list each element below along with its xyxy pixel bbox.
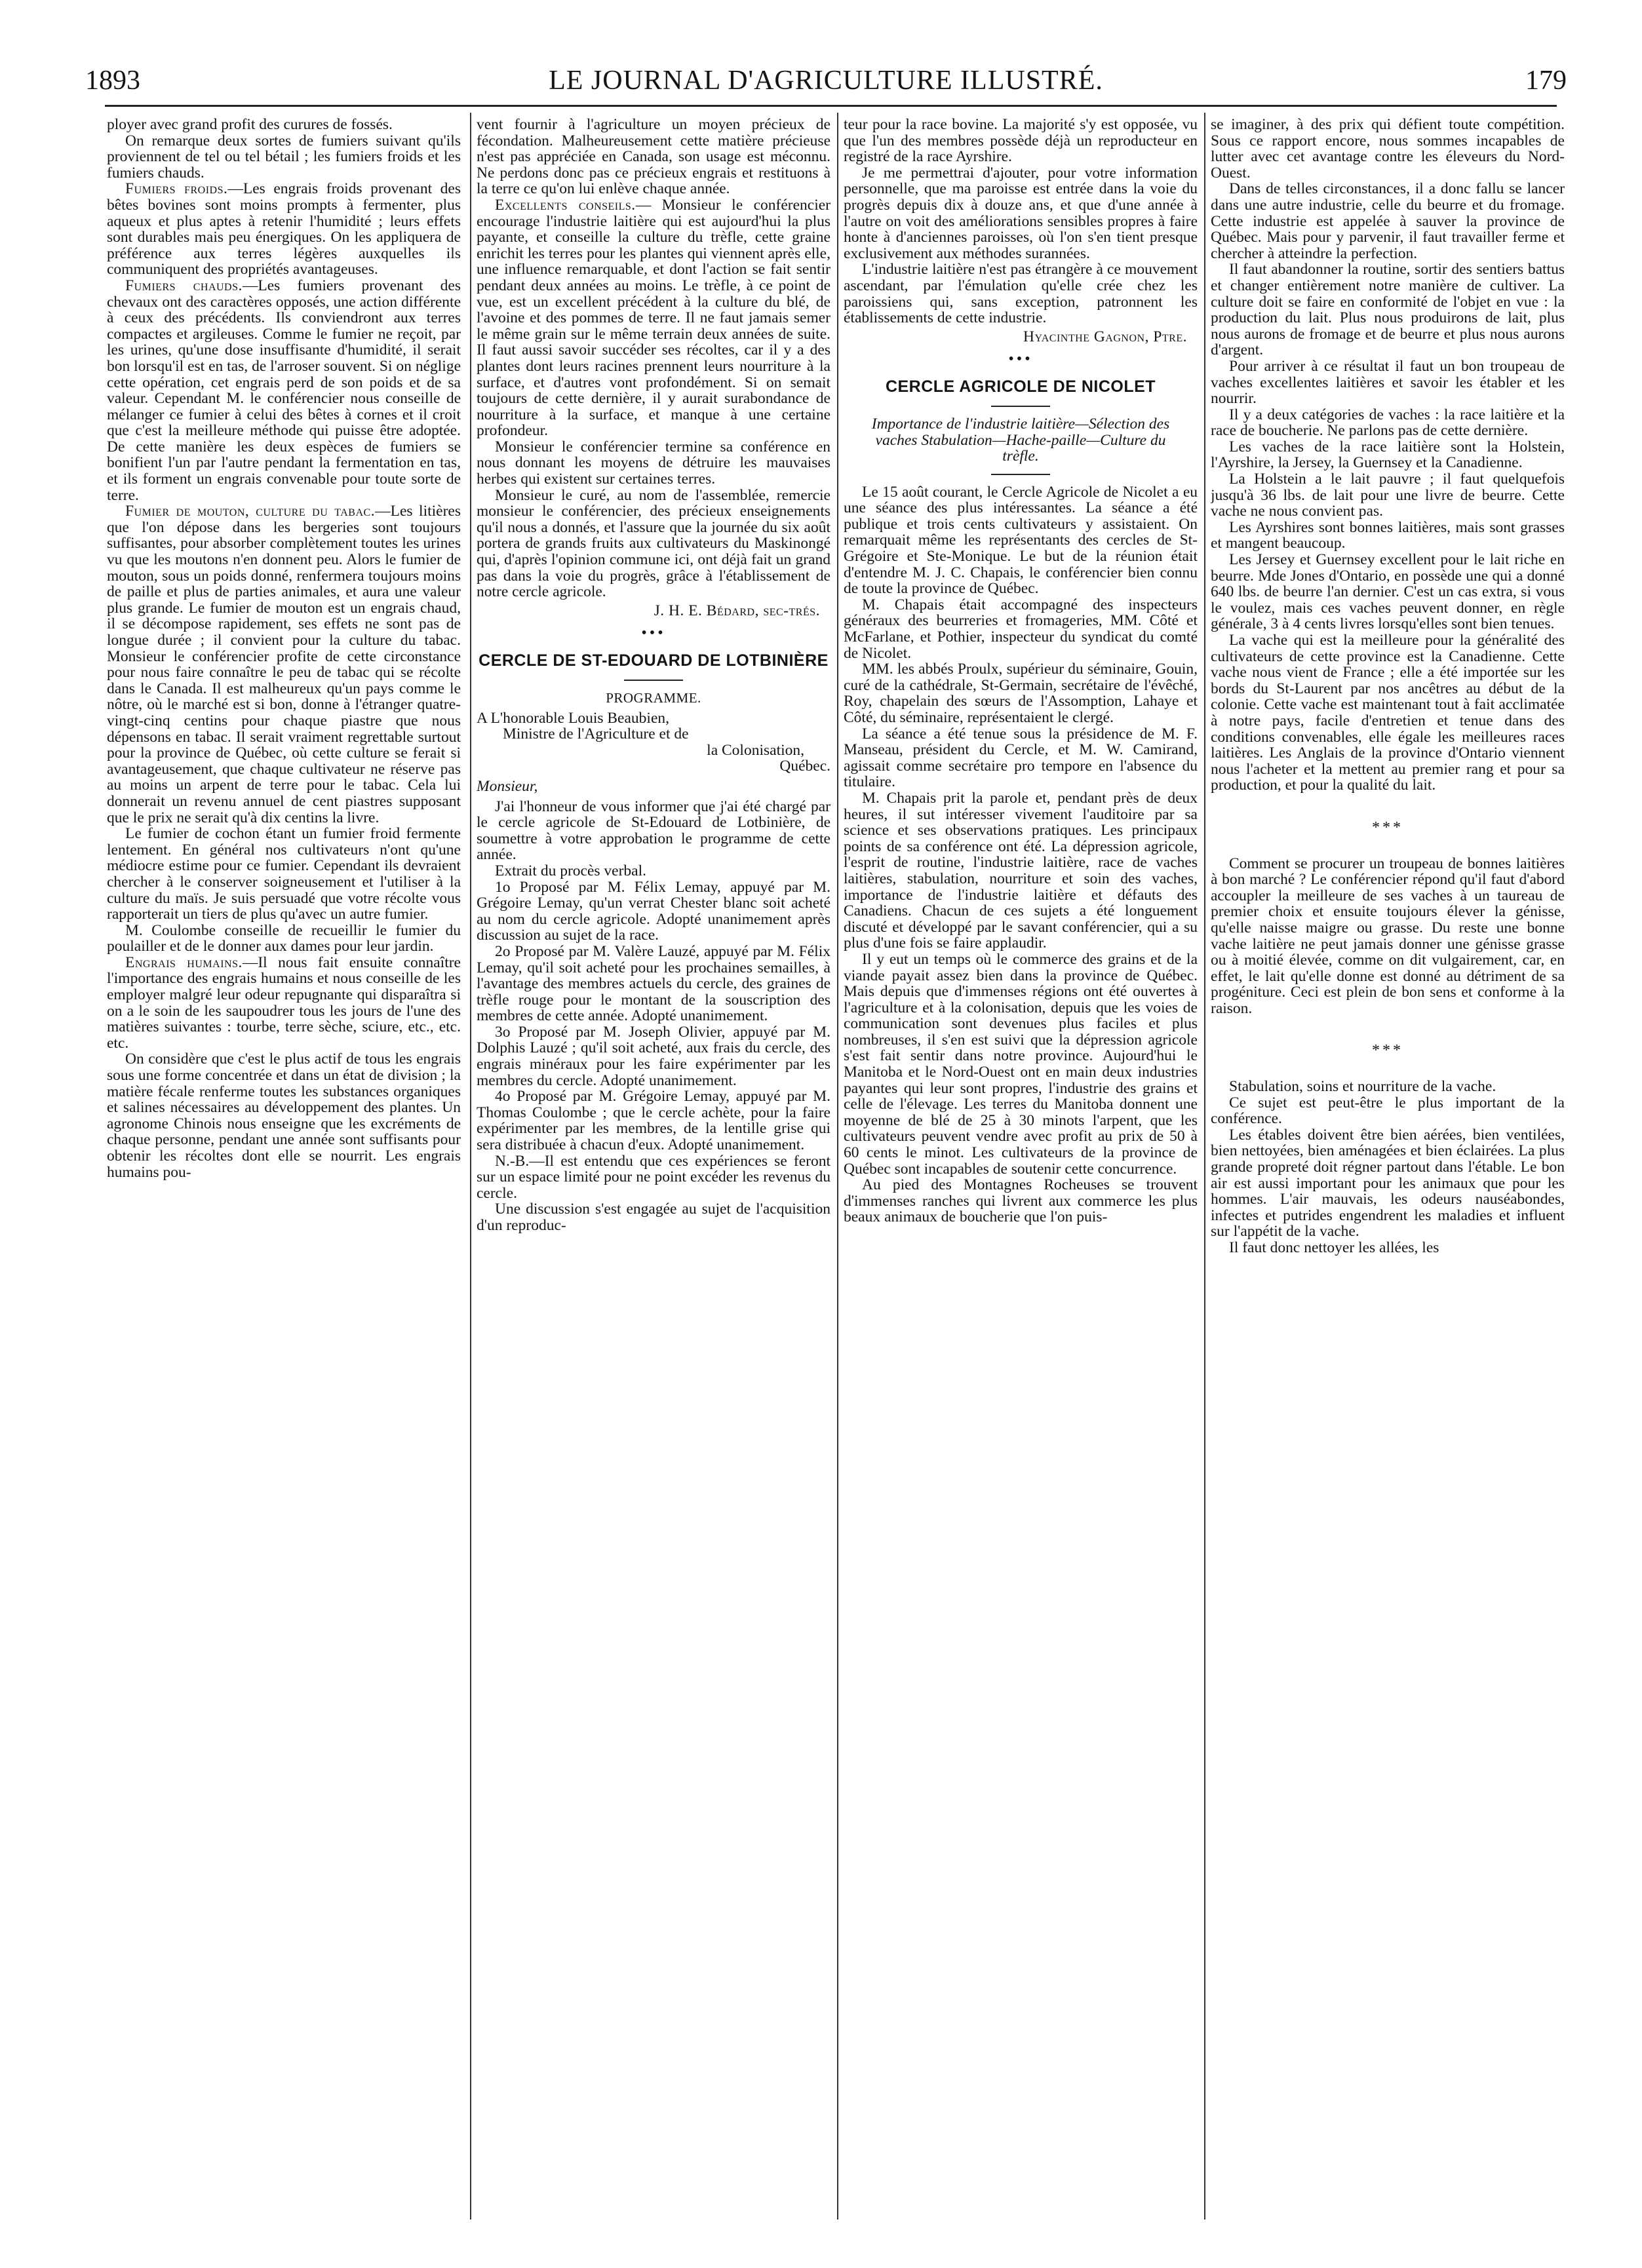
paragraph: Il y eut un temps où le commerce des grains et de la viande payait assez bien dans la province de Québec. Mais depuis que d'immenses régions ont été ouvertes à l'agriculture et à la colonisation, depuis que les voies de communication sont devenues plus faciles et plus nombreuses, il s'en est suivi que la dépression agricole s'est fait sentir dans notre province. Aujourd'hui le Manitoba et le Nord-Ouest ont en main deux industries payantes qui leur sont propres, l'industrie des grains et celle de l'élevage. Les terres du Manitoba donnent une moyenne de blé de 25 à 30 minots l'arpent, que les cultivateurs peuvent vendre avec profit au prix de 50 à 60 cents le minot. Les cultivateurs de la province de Québec sont incapables de soutenir cette concurrence. <box>844 950 1198 1178</box>
paragraph: M. Chapais prit la parole et, pendant près de deux heures, il sut intéresser vivement l'auditoire par sa science et ses observations pratiques. Les principaux points de sa conférence ont été. La dépression agricole, l'esprit de routine, l'industrie laitière, race de vaches laitières, stabulation, nourriture et soin des vaches, importance de l'industrie laitière et défauts des Canadiens. Chacun de ces sujets a été longuement discuté et développé par le savant conférencier, qui a su plus d'une fois se faire applaudir. <box>844 789 1198 952</box>
paragraph: Dans de telles circonstances, il a donc fallu se lancer dans une autre industrie, celle du beurre et du fromage. Cette industrie est appelée à sauver la province de Québec. Mais pour y parvenir, il faut travailler ferme et chercher à atteindre la perfection. <box>1211 180 1565 262</box>
address-line: Ministre de l'Agriculture et de <box>503 725 689 743</box>
page-header <box>85 63 1567 98</box>
paragraph: 2o Proposé par M. Valère Lauzé, appuyé par M. Félix Lemay, qu'il soit acheté pour les prochaines semailles, à l'avantage des membres actuels du cercle, des graines de trèfle rouge pour le montant de la souscription des membres de cette année. Adopté unanimement. <box>477 942 831 1025</box>
paragraph: vent fournir à l'agriculture un moyen précieux de fécondation. Malheureusement cette matière précieuse n'est pas appréciée en Canada, son usage est méconnu. Ne perdons donc pas ce précieux engrais et restituons à la terre ce qu'on lui enlève chaque année. <box>477 117 831 198</box>
section-heading: CERCLE AGRICOLE DE NICOLET <box>885 377 1156 396</box>
section-ornament: ••• <box>1008 351 1033 368</box>
paragraph: J'ai l'honneur de vous informer que j'ai été chargé par le cercle agricole de St-Edouard de Lotbinière, de soumettre à votre approbation le programme de cette année. <box>477 798 831 864</box>
asterism-ornament: *** <box>1372 818 1403 836</box>
signature-text: J. H. E. Bédard, sec-trés. <box>654 602 820 619</box>
column-3 <box>844 117 1198 2220</box>
paragraph: MM. les abbés Proulx, supérieur du séminaire, Gouin, curé de la cathédrale, St-Germain, secrétaire de l'évêché, Roy, chapelain des sœurs de l'Assomption, Lahaye et Côté, du séminaire, représentaient le clergé. <box>844 661 1198 726</box>
paragraph-text: — Monsieur le conférencier encourage l'industrie laitière qui est aujourd'hui la plus payante, et conseille la culture du trèfle, cette graine enrichit les terres pour les plantes qui viennent après elle, une influence remarquable, et dont l'action se fait sentir pendant deux années au moins. Le trèfle, à ce point de vue, est un excellent précédent à la culture du blé, de l'avoine et des pommes de terre. Il ne faut jamais semer le même grain sur le même terrain deux années de suite. Il faut aussi savoir succéder ses récoltes, car il y a des plantes dont leurs racines prennent leurs nourriture à la surface, et d'autres vont profondément. Si on semait toujours de cette dernière, il y aurait surabondance de nourriture à la surface, et manque à une certaine profondeur. <box>477 196 831 440</box>
paragraph: Une discussion s'est engagée au sujet de l'acquisition d'un reproduc- <box>477 1201 831 1234</box>
page-number-right: 179 <box>1525 66 1567 96</box>
paragraph: ployer avec grand profit des curures de fossés. <box>107 117 393 133</box>
run-in-heading: Excellents conseils. <box>495 196 636 214</box>
address-line: Québec. <box>779 758 831 775</box>
paragraph: Comment se procurer un troupeau de bonnes laitières à bon marché ? Le conférencier répond qu'il faut d'abord accoupler la meilleure de ses vaches à un taureau de premier choix et ensuite toujours élever la génisse, qu'elle naisse maigre ou grasse. Du reste une bonne vache laitière ne peut jamais donner une génisse grasse ou à moitié élevée, comme on dit vulgairement, car, en effet, le lait qu'elle donne est donné au détriment de sa progéniture. Ceci est plein de bon sens et conforme à la raison. <box>1211 855 1565 1017</box>
section-heading: CERCLE DE ST-EDOUARD DE LOTBINIÈRE <box>479 651 829 670</box>
paragraph: Je me permettrai d'ajouter, pour votre information personnelle, que ma paroisse est entrée dans la voie du progrès depuis dix à douze ans, et que d'une année à l'autre on voit des améliorations sensibles propres à faire honte à d'anciennes paroisses, où l'on s'en tient presque exclusivement aux méthodes surannées. <box>844 164 1198 262</box>
paragraph: On considère que c'est le plus actif de tous les engrais sous une forme concentrée et dans un état de division ; la matière fécale renferme toutes les substances organiques et salines nécessaires au développement des plantes. Un agronome Chinois nous enseigne que les excréments de chaque personne, pendant une année sont suffisants pour obtenir les récoltes dont elle se nourrit. Les engrais humains pou- <box>107 1050 461 1181</box>
paragraph: Pour arriver à ce résultat il faut un bon troupeau de vaches excellentes laitières et savoir les établer et les nourrir. <box>1211 357 1565 408</box>
paragraph: 1o Proposé par M. Félix Lemay, appuyé par M. Grégoire Lemay, qu'un verrat Chester blanc soit acheté au nom du cercle agricole. Adopté unanimement après discussion au sujet de la race. <box>477 878 831 944</box>
paragraph <box>107 278 461 503</box>
signature <box>477 603 831 619</box>
asterism-ornament: *** <box>1372 1042 1403 1060</box>
paragraph: La vache qui est la meilleure pour la généralité des cultivateurs de cette province est la Canadienne. Cette vache nous vient de France ; elle a été importée sur les bords du St-Laurent par nos ancêtres au début de la colonie. Cette vache est maintenant tout à fait acclimatée à notre pays, facile d'entretien et tenue dans des conditions convenables, elle égale les meilleures races laitières. Les Anglais de la province d'Ontario viennent nous l'acheter et la mettent au premier rang et pour sa production, et pour la qualité du lait. <box>1211 632 1565 794</box>
column-4 <box>1211 117 1565 2220</box>
paragraph-text: —Il nous fait ensuite connaître l'importance des engrais humains et nous conseille de les employer malgré leur odeur repugnante qui disparaîtra si on a le soin de les saupoudrer tous les jours de l'une des matières suivantes : tourbe, terre sèche, sciure, etc., etc. etc. <box>107 953 461 1052</box>
paragraph-text: —Les litières que l'on dépose dans les bergeries sont toujours suffisantes, pour absorber complètement toutes les urines vu que les moutons n'en donnent peu. Alors le fumier de mouton, sous un poids donné, renfermera toujours moins de paille et plus de parties animales, et aura une valeur plus grande. Le fumier de mouton est un engrais chaud, il se décompose rapidement, ses effets ne sont pas de longue durée ; il convient pour la culture du tabac. Monsieur le conférencier profite de cette circonstance pour nous faire connaître le peu de tabac qui se récolte dans le Canada. Il est malheureux qu'un pays comme le nôtre, où le marché est si bon, donne à l'étranger quatre-vingt-cinq centins pour chaque piastre que nous dépensons en tabac. Il serait vraiment regrettable surtout pour la province de Québec, où cette culture se ferait si avantageusement, que chaque cultivateur ne réserve pas au moins un arpent de terre pour le tabac. Cela lui donnerait un revenu annuel de cent piastres supposant que le prix ne serait qu'à dix centins la livre. <box>107 503 461 826</box>
run-in-heading: Engrais humains. <box>125 953 243 971</box>
paragraph: se imaginer, à des prix qui défient toute compétition. Sous ce rapport encore, nous sommes incapables de lutter avec cet avantage contre les éleveurs du Nord-Ouest. <box>1211 117 1565 182</box>
column-divider <box>470 113 471 2220</box>
paragraph: N.-B.—Il est entendu que ces expériences se feront sur un espace limité pour ne point excéder les revenus du cercle. <box>477 1152 831 1202</box>
run-in-heading: Fumiers froids. <box>125 180 228 198</box>
section-ornament: ••• <box>641 625 666 642</box>
paragraph: Extrait du procès verbal. <box>495 862 646 879</box>
paragraph <box>107 503 461 826</box>
short-rule <box>991 474 1050 475</box>
paragraph: Stabulation, soins et nourriture de la vache. <box>1229 1078 1496 1096</box>
paragraph: 3o Proposé par M. Joseph Olivier, appuyé par M. Dolphis Lauzé ; qu'il soit acheté, aux frais du cercle, des engrais minéraux pour les faire expérimenter par les membres du cercle. Adopté unanimement. <box>477 1023 831 1089</box>
paragraph: M. Chapais était accompagné des inspecteurs généraux des beurreries et fromageries, MM. Côté et McFarlane, et Pothier, inspecteur du syndicat du comté de Nicolet. <box>844 596 1198 662</box>
paragraph <box>107 181 461 278</box>
journal-title: LE JOURNAL D'AGRICULTURE ILLUSTRÉ. <box>549 66 1103 96</box>
paragraph: 4o Proposé par M. Grégoire Lemay, appuyé par M. Thomas Coulombe ; que le cercle achète, pour la faire expérimenter par les membres, de la lentille grise qui sera distribuée à chacun d'eux. Adopté unanimement. <box>477 1088 831 1154</box>
address-line: la Colonisation, <box>707 741 804 759</box>
signature <box>844 329 1198 345</box>
paragraph: Il faut abandonner la routine, sortir des sentiers battus et changer entièrement notre manière de cultiver. La culture doit se faire en conformité de l'objet en vue : la production du lait. Plus nous produirons de lait, plus nous aurons de fromage et de beurre et plus nous aurons d'argent. <box>1211 261 1565 359</box>
paragraph-text: —Les fumiers provenant des chevaux ont des caractères opposés, une action différente à ceux des précédents. Ils conviendront aux terres compactes et argileuses. Comme le fumier ne reçoit, par les urines, qu'une dose insuffisante d'humidité, il serait bon lorsqu'il est en tas, de l'arroser souvent. Si on néglige cette opération, cet engrais perd de son poids et de sa valeur. Cependant M. le conférencier nous conseille de mélanger ce fumier à celui des bêtes à cornes et il croit que c'est la meilleure méthode qui puisse être adoptée. De cette manière les deux espèces de fumiers se bonifient l'un par l'autre pendant la fermentation en tas, et ils forment un engrais convenable pour toute sorte de terre. <box>107 277 461 504</box>
paragraph: La Holstein a le lait pauvre ; il faut quelquefois jusqu'à 36 lbs. de lait pour une livre de beurre. Cette vache ne nous convient pas. <box>1211 471 1565 520</box>
paragraph: Au pied des Montagnes Rocheuses se trouvent d'immenses ranches qui livrent aux commerce les plus beaux animaux de boucherie que l'on puis- <box>844 1176 1198 1226</box>
paragraph: teur pour la race bovine. La majorité s'y est opposée, vu que l'un des membres possède déjà un reproducteur en registré de la race Ayrshire. <box>844 117 1198 166</box>
salutation: Monsieur, <box>477 777 538 795</box>
paragraph: Le fumier de cochon étant un fumier froid fermente lentement. En général nos cultivateurs n'ont qu'une médiocre estime pour ce fumier. Cependant ils devraient chercher à le conserver soigneusement et l'utiliser à la culture du maïs. Je suis persuadé que votre récolte vous rapporterait un tiers de plus qu'avec un autre fumier. <box>107 825 461 923</box>
paragraph: On remarque deux sortes de fumiers suivant qu'ils proviennent de tel ou tel bétail ; les fumiers froids et les fumiers chauds. <box>107 132 461 182</box>
paragraph <box>477 197 831 439</box>
paragraph: M. Coulombe conseille de recueillir le fumier du poulailler et de le donner aux dames pour leur jardin. <box>107 921 461 955</box>
paragraph: Les vaches de la race laitière sont la Holstein, l'Ayrshire, la Jersey, la Guernsey et la Canadienne. <box>1211 438 1565 472</box>
paragraph: Il y a deux catégories de vaches : la race laitière et la race de boucherie. Ne parlons pas de cette dernière. <box>1211 406 1565 440</box>
paragraph: Ce sujet est peut-être le plus important de la conférence. <box>1211 1094 1565 1128</box>
column-1 <box>107 117 461 2220</box>
signature-text: Hyacinthe Gagnon, Ptre. <box>1023 328 1187 345</box>
column-divider <box>837 113 838 2220</box>
paragraph: Les étables doivent être bien aérées, bien ventilées, bien nettoyées, bien aménagées et bien éclairées. La plus grande propreté doit régner partout dans l'étable. Le bon air est aussi important pour les animaux que pour les hommes. L'air mauvais, les odeurs nauséabondes, infectes et putrides engendrent les maladies et influent sur l'appétit de la vache. <box>1211 1126 1565 1240</box>
short-rule <box>624 680 683 681</box>
paragraph: Monsieur le curé, au nom de l'assemblée, remercie monsieur le conférencier, des précieux enseignements qu'il nous a donnés, et l'assure que la journée du six août portera de grands fruits aux cultivateurs du Maskinongé qui, d'après l'opinion commune ici, ont déjà fait un grand pas dans la voie du progrès, grâce à l'établissement de notre cercle agricole. <box>477 486 831 601</box>
paragraph: Les Jersey et Guernsey excellent pour le lait riche en beurre. Mde Jones d'Ontario, en possède une qui a donné 640 lbs. de beurre l'an dernier. C'est un cas extra, si vous le voulez, mais ces vaches peuvent donner, en règle générale, 3 à 4 cents livres lorsqu'elles sont bien tenues. <box>1211 551 1565 633</box>
column-2 <box>477 117 831 2220</box>
page-number-left: 1893 <box>85 66 140 96</box>
paragraph-text: —Les engrais froids provenant des bêtes bovines sont moins prompts à fermenter, plus aqueux et plus aptes à retenir l'humidité ; leurs effets sont durables mais peu énergiques. On les appliquera de préférence aux terres légères auxquelles ils communiquent des propriétés avantageuses. <box>107 180 461 279</box>
paragraph: L'industrie laitière n'est pas étrangère à ce mouvement ascendant, par l'émulation qu'elle crée chez les paroissiens qui, sans exception, patronnent les établissements de cette industrie. <box>844 261 1198 327</box>
paragraph: La séance a été tenue sous la présidence de M. F. Manseau, président du Cercle, et M. W. Camirand, agissait comme secrétaire pro tempore en l'absence du titulaire. <box>844 725 1198 791</box>
paragraph <box>107 955 461 1052</box>
paragraph: Les Ayrshires sont bonnes laitières, mais sont grasses et mangent beaucoup. <box>1211 518 1565 552</box>
paragraph: Il faut donc nettoyer les allées, les <box>1229 1239 1439 1256</box>
section-subtitle: Importance de l'industrie laitière—Sélection des vaches Stabulation—Hache-paille—Culture du trèfle. <box>871 415 1170 465</box>
paragraph: Monsieur le conférencier termine sa conférence en nous donnant les moyens de détruire les mauvaises herbes qui existent sur certaines terres. <box>477 438 831 488</box>
run-in-heading: Fumier de mouton, culture du tabac. <box>125 503 376 520</box>
run-in-heading: Fumiers chauds. <box>125 277 243 294</box>
header-rule <box>105 105 1557 107</box>
column-divider <box>1204 113 1205 2220</box>
paragraph: Le 15 août courant, le Cercle Agricole de Nicolet a eu une séance des plus intéressantes. La séance a été publique et trois cents cultivateurs y assistaient. On remarquait même les représentants des cercles de St-Grégoire et Ste-Monique. Le but de la réunion était d'entendre M. J. C. Chapais, le conférencier bien connu de toute la province de Québec. <box>844 483 1198 598</box>
address-line: A L'honorable Louis Beaubien, <box>477 709 670 727</box>
programme-label: PROGRAMME. <box>606 690 701 706</box>
short-rule <box>991 406 1050 407</box>
